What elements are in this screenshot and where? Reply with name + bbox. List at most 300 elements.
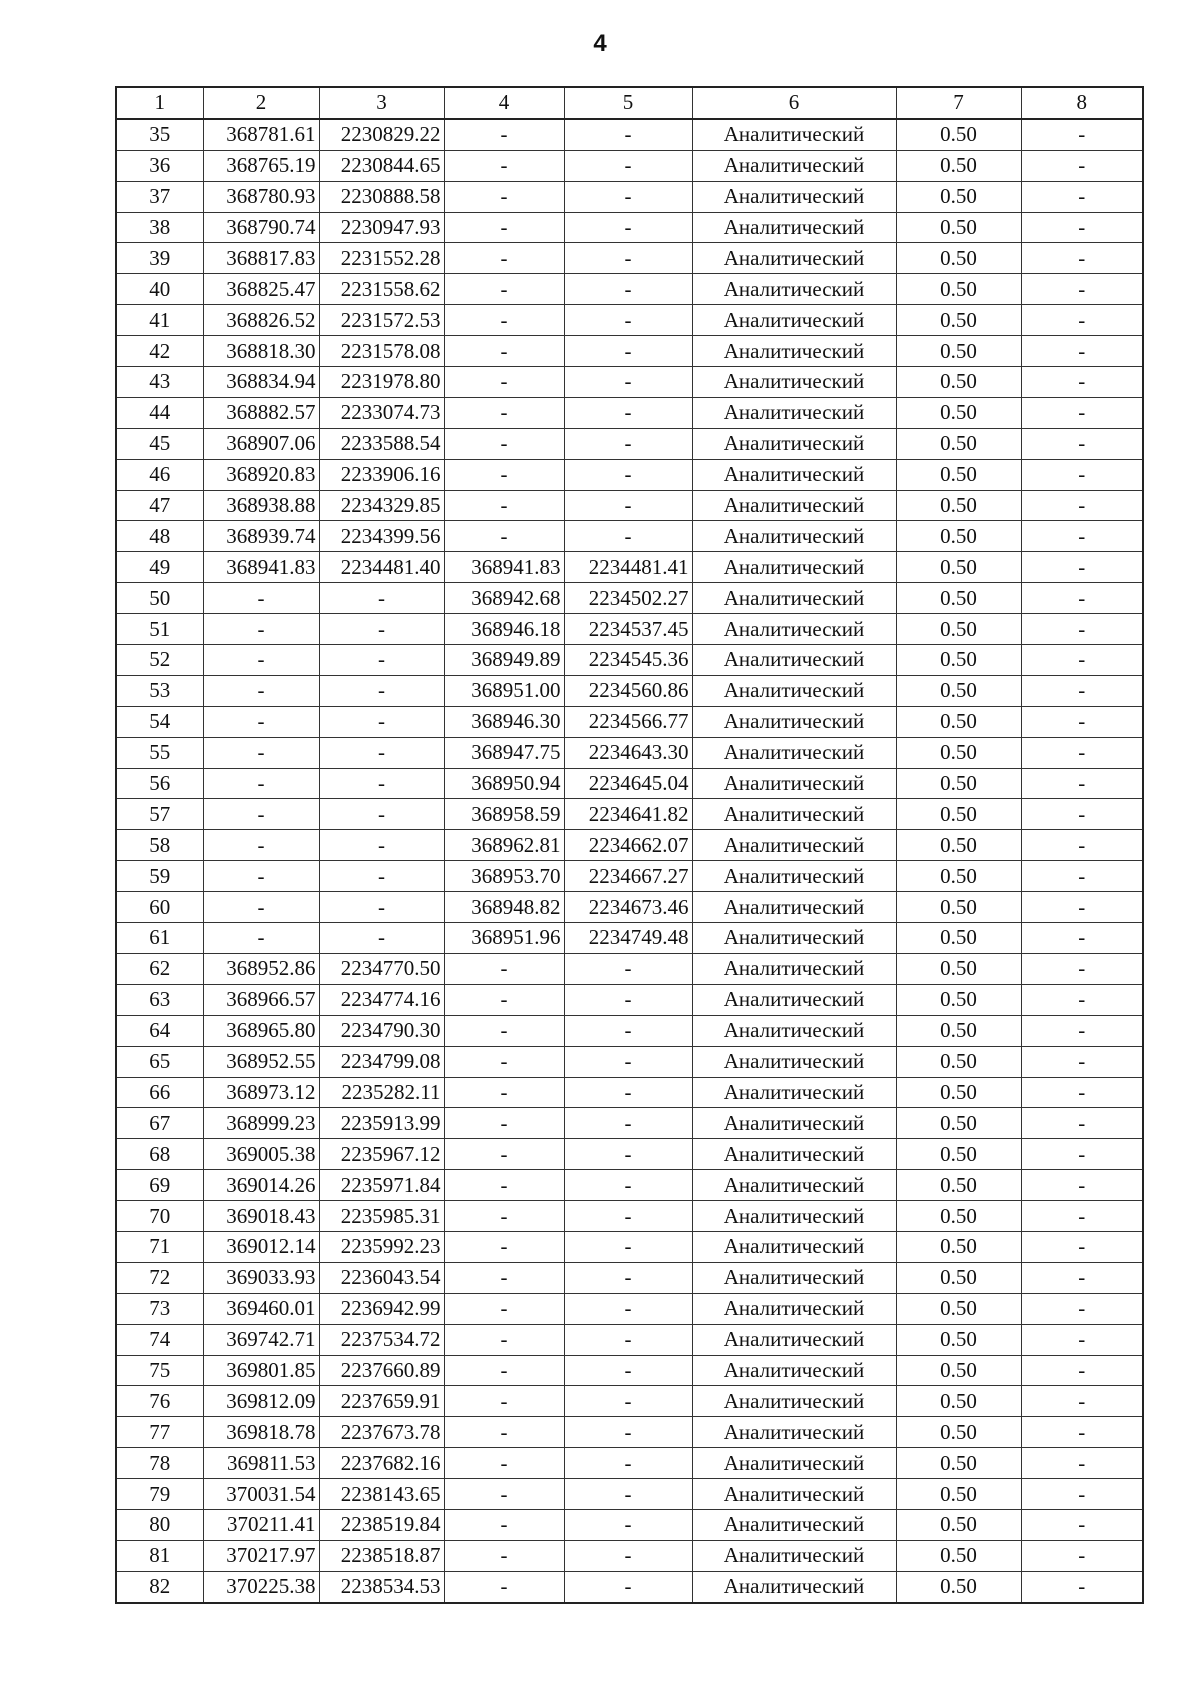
table-row [116,645,1143,676]
cell-y2: - [564,459,692,490]
cell-note: - [1021,1015,1143,1046]
cell-point-number: 78 [116,1448,203,1479]
cell-accuracy: 0.50 [896,1077,1021,1108]
cell-note: - [1021,119,1143,150]
cell-x2: - [444,1139,564,1170]
column-header: 1 [116,87,203,119]
cell-y2: 2234481.41 [564,552,692,583]
cell-y: 2233074.73 [319,397,444,428]
table-row [116,490,1143,521]
table-row [116,1262,1143,1293]
cell-x: 368920.83 [203,459,319,490]
cell-point-number: 77 [116,1417,203,1448]
cell-y: 2236942.99 [319,1293,444,1324]
cell-accuracy: 0.50 [896,1509,1021,1540]
cell-y2: - [564,1262,692,1293]
cell-method: Аналитический [692,274,896,305]
cell-accuracy: 0.50 [896,521,1021,552]
cell-accuracy: 0.50 [896,1355,1021,1386]
cell-point-number: 60 [116,892,203,923]
cell-accuracy: 0.50 [896,706,1021,737]
cell-y: 2234790.30 [319,1015,444,1046]
cell-note: - [1021,1077,1143,1108]
cell-x: 370031.54 [203,1479,319,1510]
cell-point-number: 70 [116,1201,203,1232]
cell-method: Аналитический [692,830,896,861]
table-row [116,737,1143,768]
cell-note: - [1021,1324,1143,1355]
cell-x2: - [444,428,564,459]
cell-y: 2234799.08 [319,1046,444,1077]
cell-point-number: 82 [116,1571,203,1602]
cell-note: - [1021,1417,1143,1448]
cell-note: - [1021,367,1143,398]
cell-note: - [1021,923,1143,954]
cell-method: Аналитический [692,521,896,552]
cell-x2: - [444,1386,564,1417]
cell-x2: - [444,212,564,243]
cell-point-number: 38 [116,212,203,243]
cell-x2: - [444,1571,564,1602]
cell-note: - [1021,1170,1143,1201]
table-row [116,1077,1143,1108]
cell-accuracy: 0.50 [896,1139,1021,1170]
cell-point-number: 36 [116,150,203,181]
cell-y: 2235992.23 [319,1231,444,1262]
cell-accuracy: 0.50 [896,336,1021,367]
cell-accuracy: 0.50 [896,274,1021,305]
cell-x: 368818.30 [203,336,319,367]
cell-y: 2234399.56 [319,521,444,552]
cell-x2: - [444,1479,564,1510]
cell-y: 2238143.65 [319,1479,444,1510]
cell-note: - [1021,552,1143,583]
cell-y2: - [564,521,692,552]
cell-x: 368826.52 [203,305,319,336]
cell-point-number: 44 [116,397,203,428]
cell-y: 2234329.85 [319,490,444,521]
cell-point-number: 64 [116,1015,203,1046]
cell-x2: - [444,1540,564,1571]
cell-point-number: 54 [116,706,203,737]
cell-x: 369801.85 [203,1355,319,1386]
cell-y: 2237673.78 [319,1417,444,1448]
cell-accuracy: 0.50 [896,1479,1021,1510]
cell-method: Аналитический [692,428,896,459]
cell-y: - [319,768,444,799]
cell-method: Аналитический [692,1046,896,1077]
cell-accuracy: 0.50 [896,953,1021,984]
cell-x2: - [444,1324,564,1355]
cell-x2: 368949.89 [444,645,564,676]
table-row [116,1201,1143,1232]
cell-x2: 368941.83 [444,552,564,583]
cell-note: - [1021,1540,1143,1571]
cell-x2: 368946.18 [444,614,564,645]
cell-note: - [1021,861,1143,892]
cell-point-number: 75 [116,1355,203,1386]
cell-accuracy: 0.50 [896,150,1021,181]
cell-accuracy: 0.50 [896,212,1021,243]
cell-note: - [1021,1386,1143,1417]
cell-point-number: 53 [116,675,203,706]
cell-method: Аналитический [692,1417,896,1448]
cell-note: - [1021,799,1143,830]
cell-point-number: 51 [116,614,203,645]
cell-note: - [1021,1355,1143,1386]
cell-x2: - [444,397,564,428]
cell-x2: - [444,181,564,212]
cell-y: 2238534.53 [319,1571,444,1602]
cell-method: Аналитический [692,1201,896,1232]
cell-x: 369811.53 [203,1448,319,1479]
cell-y2: 2234667.27 [564,861,692,892]
cell-accuracy: 0.50 [896,1231,1021,1262]
table-row [116,397,1143,428]
cell-method: Аналитический [692,737,896,768]
cell-point-number: 43 [116,367,203,398]
cell-y: 2234770.50 [319,953,444,984]
cell-note: - [1021,243,1143,274]
cell-y2: - [564,274,692,305]
cell-x: 368938.88 [203,490,319,521]
cell-accuracy: 0.50 [896,799,1021,830]
cell-accuracy: 0.50 [896,119,1021,150]
cell-point-number: 52 [116,645,203,676]
cell-x: 368966.57 [203,984,319,1015]
cell-x: 369812.09 [203,1386,319,1417]
cell-method: Аналитический [692,861,896,892]
cell-note: - [1021,212,1143,243]
cell-note: - [1021,1293,1143,1324]
cell-y2: - [564,1571,692,1602]
cell-accuracy: 0.50 [896,614,1021,645]
cell-method: Аналитический [692,583,896,614]
table-row [116,1386,1143,1417]
table-row [116,675,1143,706]
cell-note: - [1021,1479,1143,1510]
cell-y2: 2234643.30 [564,737,692,768]
cell-note: - [1021,1139,1143,1170]
cell-method: Аналитический [692,706,896,737]
cell-point-number: 50 [116,583,203,614]
cell-x2: - [444,459,564,490]
cell-note: - [1021,181,1143,212]
cell-method: Аналитический [692,799,896,830]
cell-accuracy: 0.50 [896,645,1021,676]
cell-accuracy: 0.50 [896,737,1021,768]
cell-x2: - [444,490,564,521]
cell-point-number: 76 [116,1386,203,1417]
cell-y: - [319,799,444,830]
cell-point-number: 63 [116,984,203,1015]
cell-accuracy: 0.50 [896,1571,1021,1602]
table-row [116,459,1143,490]
cell-accuracy: 0.50 [896,1448,1021,1479]
cell-y2: - [564,984,692,1015]
cell-y2: 2234749.48 [564,923,692,954]
cell-y: - [319,830,444,861]
table-row [116,119,1143,150]
cell-point-number: 80 [116,1509,203,1540]
cell-point-number: 68 [116,1139,203,1170]
cell-y2: 2234673.46 [564,892,692,923]
cell-method: Аналитический [692,1386,896,1417]
table-row [116,799,1143,830]
cell-x: 368941.83 [203,552,319,583]
cell-y2: - [564,1479,692,1510]
cell-method: Аналитический [692,1231,896,1262]
table-row [116,1293,1143,1324]
cell-note: - [1021,1262,1143,1293]
cell-accuracy: 0.50 [896,397,1021,428]
cell-accuracy: 0.50 [896,984,1021,1015]
cell-note: - [1021,521,1143,552]
cell-note: - [1021,645,1143,676]
cell-x: 368952.55 [203,1046,319,1077]
cell-accuracy: 0.50 [896,861,1021,892]
cell-x2: - [444,953,564,984]
table-row [116,1324,1143,1355]
table-row [116,367,1143,398]
table-row [116,1139,1143,1170]
cell-method: Аналитический [692,1015,896,1046]
cell-x: 368939.74 [203,521,319,552]
cell-y2: - [564,243,692,274]
cell-y: - [319,583,444,614]
cell-method: Аналитический [692,1170,896,1201]
cell-method: Аналитический [692,119,896,150]
cell-accuracy: 0.50 [896,243,1021,274]
cell-y2: - [564,1077,692,1108]
cell-note: - [1021,614,1143,645]
cell-method: Аналитический [692,1262,896,1293]
cell-method: Аналитический [692,305,896,336]
cell-y2: 2234566.77 [564,706,692,737]
cell-method: Аналитический [692,1108,896,1139]
cell-x: 369018.43 [203,1201,319,1232]
cell-y: 2234774.16 [319,984,444,1015]
cell-method: Аналитический [692,336,896,367]
cell-note: - [1021,1108,1143,1139]
cell-x2: 368962.81 [444,830,564,861]
cell-point-number: 42 [116,336,203,367]
cell-method: Аналитический [692,768,896,799]
cell-x: 368999.23 [203,1108,319,1139]
cell-note: - [1021,830,1143,861]
table-row [116,552,1143,583]
table-row [116,1479,1143,1510]
cell-note: - [1021,768,1143,799]
cell-y: 2235913.99 [319,1108,444,1139]
cell-method: Аналитический [692,490,896,521]
cell-y2: - [564,181,692,212]
cell-accuracy: 0.50 [896,768,1021,799]
column-header: 7 [896,87,1021,119]
cell-point-number: 46 [116,459,203,490]
table-row [116,830,1143,861]
table-row [116,1355,1143,1386]
cell-accuracy: 0.50 [896,1324,1021,1355]
cell-x: - [203,861,319,892]
cell-method: Аналитический [692,1571,896,1602]
cell-x2: - [444,984,564,1015]
cell-x2: - [444,1170,564,1201]
cell-point-number: 59 [116,861,203,892]
cell-y2: 2234560.86 [564,675,692,706]
cell-y: 2237534.72 [319,1324,444,1355]
cell-method: Аналитический [692,675,896,706]
cell-y: 2237660.89 [319,1355,444,1386]
cell-accuracy: 0.50 [896,892,1021,923]
cell-x: 368817.83 [203,243,319,274]
cell-point-number: 56 [116,768,203,799]
cell-note: - [1021,583,1143,614]
cell-point-number: 67 [116,1108,203,1139]
cell-x: 368965.80 [203,1015,319,1046]
cell-method: Аналитический [692,243,896,274]
table-row [116,614,1143,645]
cell-x: 370211.41 [203,1509,319,1540]
cell-note: - [1021,1201,1143,1232]
cell-y: - [319,861,444,892]
cell-y: - [319,923,444,954]
cell-method: Аналитический [692,397,896,428]
table-row [116,1231,1143,1262]
cell-accuracy: 0.50 [896,1170,1021,1201]
cell-accuracy: 0.50 [896,1293,1021,1324]
cell-method: Аналитический [692,1540,896,1571]
cell-y: 2230947.93 [319,212,444,243]
cell-method: Аналитический [692,150,896,181]
cell-note: - [1021,397,1143,428]
cell-method: Аналитический [692,212,896,243]
cell-x2: - [444,1262,564,1293]
cell-x2: 368948.82 [444,892,564,923]
cell-point-number: 61 [116,923,203,954]
cell-y: 2231558.62 [319,274,444,305]
cell-x2: - [444,1201,564,1232]
cell-x: 369014.26 [203,1170,319,1201]
table-row [116,953,1143,984]
cell-y: 2235282.11 [319,1077,444,1108]
table-row [116,305,1143,336]
cell-accuracy: 0.50 [896,830,1021,861]
cell-accuracy: 0.50 [896,1386,1021,1417]
cell-method: Аналитический [692,984,896,1015]
cell-y: 2234481.40 [319,552,444,583]
cell-x: - [203,706,319,737]
cell-x2: 368946.30 [444,706,564,737]
column-header: 5 [564,87,692,119]
cell-point-number: 79 [116,1479,203,1510]
cell-y2: 2234502.27 [564,583,692,614]
cell-method: Аналитический [692,614,896,645]
header-row [116,87,1143,119]
cell-method: Аналитический [692,1355,896,1386]
table-row [116,521,1143,552]
cell-y: 2236043.54 [319,1262,444,1293]
cell-y: - [319,675,444,706]
cell-method: Аналитический [692,459,896,490]
cell-x2: - [444,1417,564,1448]
cell-point-number: 66 [116,1077,203,1108]
cell-method: Аналитический [692,923,896,954]
cell-y2: - [564,1448,692,1479]
column-header: 2 [203,87,319,119]
cell-x2: - [444,1509,564,1540]
table-row [116,984,1143,1015]
cell-x2: - [444,150,564,181]
cell-y2: - [564,1540,692,1571]
cell-y2: - [564,397,692,428]
cell-method: Аналитический [692,1509,896,1540]
cell-point-number: 57 [116,799,203,830]
cell-y: 2230844.65 [319,150,444,181]
cell-y: 2231578.08 [319,336,444,367]
cell-x2: - [444,1077,564,1108]
cell-x2: - [444,243,564,274]
cell-x: - [203,737,319,768]
cell-note: - [1021,336,1143,367]
table-row [116,150,1143,181]
cell-x: - [203,768,319,799]
cell-method: Аналитический [692,181,896,212]
cell-method: Аналитический [692,1077,896,1108]
cell-y2: - [564,1139,692,1170]
table-row [116,923,1143,954]
cell-x2: - [444,1046,564,1077]
column-header: 4 [444,87,564,119]
cell-note: - [1021,1231,1143,1262]
table-row [116,1046,1143,1077]
table-row [116,892,1143,923]
table-row [116,583,1143,614]
cell-x: - [203,645,319,676]
cell-note: - [1021,150,1143,181]
cell-x2: - [444,274,564,305]
cell-y: 2233588.54 [319,428,444,459]
column-header: 6 [692,87,896,119]
table-row [116,336,1143,367]
cell-x2: - [444,1015,564,1046]
cell-y: 2231978.80 [319,367,444,398]
cell-point-number: 48 [116,521,203,552]
table-row [116,274,1143,305]
cell-x2: 368951.96 [444,923,564,954]
table-row [116,1509,1143,1540]
cell-point-number: 55 [116,737,203,768]
column-header: 3 [319,87,444,119]
cell-y2: 2234545.36 [564,645,692,676]
cell-point-number: 74 [116,1324,203,1355]
cell-note: - [1021,1046,1143,1077]
cell-x: 368780.93 [203,181,319,212]
cell-x: 368765.19 [203,150,319,181]
cell-y2: - [564,1293,692,1324]
cell-method: Аналитический [692,1293,896,1324]
cell-x: 368781.61 [203,119,319,150]
cell-x2: 368958.59 [444,799,564,830]
cell-note: - [1021,1571,1143,1602]
cell-point-number: 40 [116,274,203,305]
table-body [116,119,1143,1603]
cell-y: 2237659.91 [319,1386,444,1417]
cell-note: - [1021,459,1143,490]
cell-method: Аналитический [692,367,896,398]
cell-x: - [203,830,319,861]
cell-point-number: 58 [116,830,203,861]
